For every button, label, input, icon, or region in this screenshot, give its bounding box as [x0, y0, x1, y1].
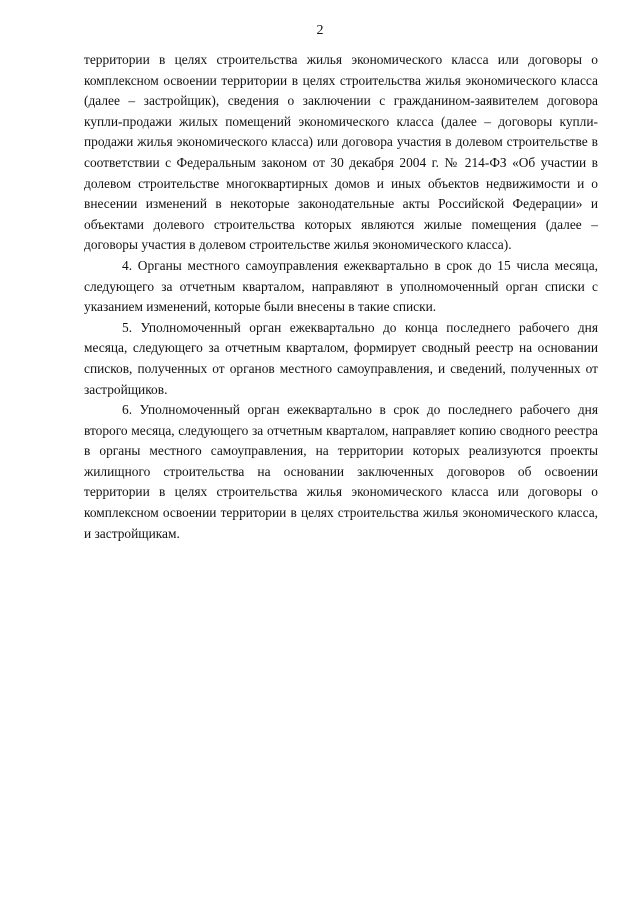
paragraph-continuation: территории в целях строительства жилья экономического класса или договоры о комплексном освоении территории в целях строительства жилья экономического класса (далее – застройщик), сведения о заключении с гражданином-заявителем договора купли-продажи жилых помещений экономического класса (далее – договоры купли-продажи жилья экономического класса) или договора участия в долевом строительстве в соответствии с Федеральным законом от 30 декабря 2004 г. № 214-ФЗ «Об участии в долевом строительстве многоквартирных домов и иных объектов недвижимости и о внесении изменений в некоторые законодательные акты Российской Федерации» и объектами долевого строительства которых являются жилые помещения (далее – договоры участия в долевом строительстве жилья экономического класса). [84, 52, 598, 253]
paragraph-item-5: 5. Уполномоченный орган ежеквартально до конца последнего рабочего дня месяца, следующего за отчетным кварталом, формирует сводный реестр на основании списков, полученных от органов местного самоуправления, и сведений, полученных от застройщиков. [84, 319, 598, 397]
page-number: 2 [316, 23, 324, 38]
paragraph-item-6: 6. Уполномоченный орган ежеквартально в срок до последнего рабочего дня второго месяца, следующего за отчетным кварталом, направляет копию сводного реестра в органы местного самоуправления, на территории которых реализуются проекты жилищного строительства на основании заключенных договоров об освоении территории в целях строительства жилья экономического класса или договоры о комплексном освоении территории в целях строительства жилья экономического класса, и застройщикам. [84, 402, 598, 541]
paragraph-item-4: 4. Органы местного самоуправления ежеквартально в срок до 15 числа месяца, следующего за отчетным кварталом, направляют в уполномоченный орган списки с указанием изменений, которые были внесены в такие списки. [84, 257, 598, 315]
document-body [84, 50, 598, 544]
